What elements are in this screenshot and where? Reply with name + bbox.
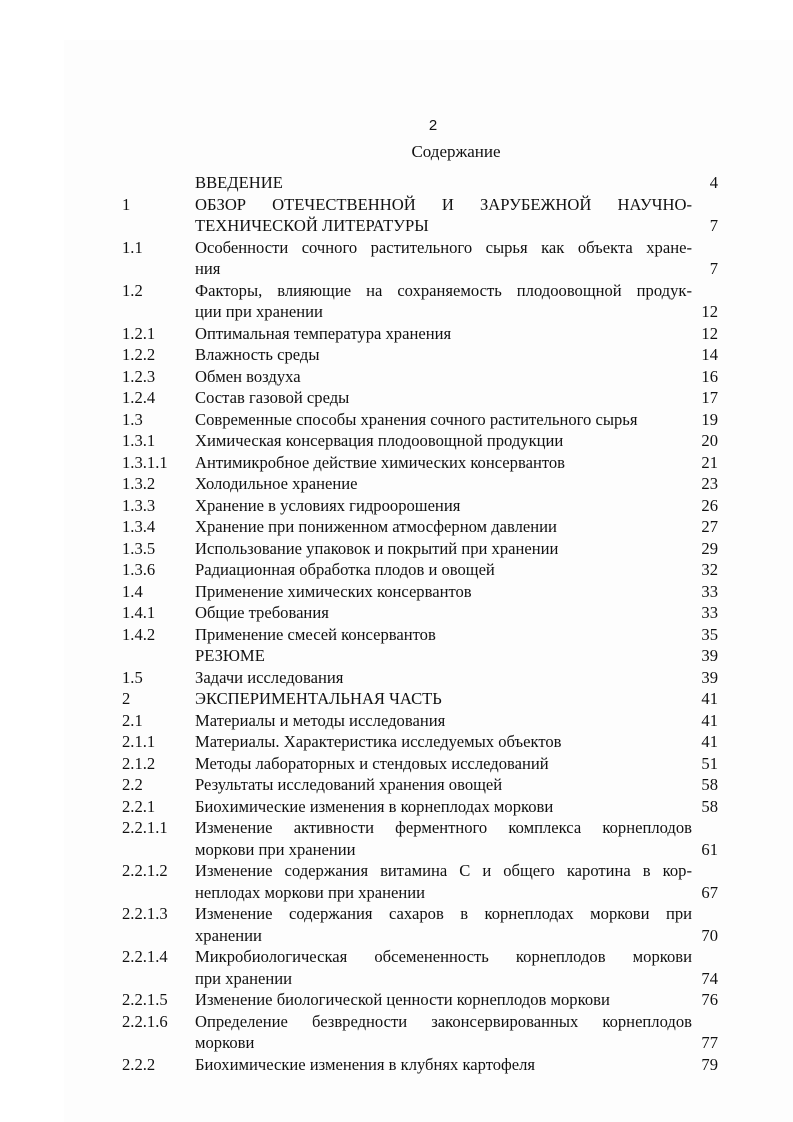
toc-title-line: Применение смесей консервантов <box>195 624 436 644</box>
toc-section-title <box>195 645 692 667</box>
toc-section-title <box>195 495 692 517</box>
toc-title-line: при хранении <box>195 968 293 988</box>
toc-entry <box>122 409 718 431</box>
toc-entry <box>122 624 718 646</box>
toc-title-line: Изменение содержания витамина С и общего каротина в кор- <box>195 861 692 880</box>
toc-page-number: 41 <box>701 689 718 708</box>
toc-title-line: Хранение в условиях гидроорошения <box>195 495 461 515</box>
table-of-contents <box>122 172 718 1075</box>
toc-entry <box>122 495 718 517</box>
toc-section-number: 2 <box>122 689 131 708</box>
toc-section-number: 1.4.2 <box>122 624 156 644</box>
toc-section-title <box>195 280 692 323</box>
toc-entry <box>122 989 718 1011</box>
toc-page-number: 77 <box>701 1033 718 1052</box>
toc-title-line: Холодильное хранение <box>195 474 358 493</box>
toc-title-line: Биохимические изменения в корнеплодах моркови <box>195 796 554 816</box>
toc-section-title <box>195 581 692 603</box>
toc-entry <box>122 559 718 581</box>
toc-page-number: 16 <box>701 366 718 386</box>
toc-page-number: 61 <box>701 839 718 859</box>
toc-entry <box>122 645 718 667</box>
toc-section-number: 1.5 <box>122 667 143 687</box>
toc-title-line: ВВЕДЕНИЕ <box>195 173 283 192</box>
toc-section-number: 1.2.3 <box>122 366 156 386</box>
toc-section-title <box>195 452 692 474</box>
toc-title-line: моркови при хранении <box>195 839 356 859</box>
toc-entry <box>122 387 718 409</box>
toc-page-number: 51 <box>701 753 718 773</box>
toc-title-line: Определение безвредности законсервированных корнеплодов <box>195 1011 692 1031</box>
toc-page-number: 26 <box>701 495 718 515</box>
toc-section-title <box>195 559 692 581</box>
toc-entry <box>122 581 718 603</box>
toc-title-line: Химическая консервация плодоовощной продукции <box>195 431 564 450</box>
toc-title-line: ОБЗОР ОТЕЧЕСТВЕННОЙ И ЗАРУБЕЖНОЙ НАУЧНО- <box>195 194 692 214</box>
toc-section-number: 1.3.2 <box>122 474 156 493</box>
toc-section-number: 1.1 <box>122 237 143 257</box>
toc-page-number: 32 <box>701 560 718 579</box>
toc-entry <box>122 237 718 280</box>
toc-section-title <box>195 430 692 452</box>
toc-title-line: Состав газовой среды <box>195 388 350 407</box>
toc-page-number: 41 <box>701 732 718 751</box>
toc-title-line: Микробиологическая обсемененность корнеплодов моркови <box>195 947 692 966</box>
toc-section-number: 1.3.1.1 <box>122 452 168 472</box>
toc-section-title <box>195 602 692 624</box>
toc-entry <box>122 688 718 710</box>
toc-section-number: 1.3.5 <box>122 538 156 558</box>
toc-entry <box>122 473 718 495</box>
toc-title-line: Особенности сочного растительного сырья как объекта хране- <box>195 237 692 257</box>
toc-title-line: Задачи исследования <box>195 667 344 687</box>
page-number: 2 <box>428 117 438 134</box>
toc-title-line: Изменение содержания сахаров в корнеплодах моркови при <box>195 904 692 923</box>
toc-section-number: 1.3.3 <box>122 495 156 515</box>
toc-entry <box>122 1054 718 1076</box>
toc-page-number: 23 <box>701 474 718 493</box>
toc-page-number: 35 <box>701 624 718 644</box>
toc-entry <box>122 516 718 538</box>
toc-section-number: 1.3.4 <box>122 517 156 536</box>
toc-entry <box>122 774 718 796</box>
toc-section-title <box>195 237 692 280</box>
toc-page-number: 58 <box>701 796 718 816</box>
toc-title-line: Методы лабораторных и стендовых исследований <box>195 753 549 773</box>
toc-page-number: 33 <box>701 603 718 622</box>
toc-title-line: Общие требования <box>195 603 329 622</box>
toc-title-line: моркови <box>195 1033 255 1052</box>
toc-entry <box>122 280 718 323</box>
toc-section-title <box>195 538 692 560</box>
toc-section-number: 1.2.4 <box>122 388 156 407</box>
toc-section-title <box>195 667 692 689</box>
toc-section-number: 1.2.1 <box>122 323 156 343</box>
toc-section-title <box>195 1011 692 1054</box>
toc-entry <box>122 860 718 903</box>
toc-section-title <box>195 989 692 1011</box>
toc-page-number: 7 <box>709 216 718 235</box>
toc-page-number: 39 <box>701 646 718 665</box>
toc-entry <box>122 194 718 237</box>
toc-section-title <box>195 473 692 495</box>
toc-section-title <box>195 624 692 646</box>
toc-entry <box>122 323 718 345</box>
toc-page-number: 67 <box>701 882 718 902</box>
toc-page-number: 12 <box>701 302 718 321</box>
toc-title-line: Биохимические изменения в клубнях картофеля <box>195 1054 536 1074</box>
toc-title-line: Изменение биологической ценности корнеплодов моркови <box>195 990 610 1009</box>
toc-section-title <box>195 516 692 538</box>
toc-title-line: ния <box>195 259 221 278</box>
toc-title-line: ЭКСПЕРИМЕНТАЛЬНАЯ ЧАСТЬ <box>195 689 442 708</box>
toc-section-title <box>195 194 692 237</box>
toc-entry <box>122 538 718 560</box>
toc-title-line: Факторы, влияющие на сохраняемость плодоовощной продук- <box>195 280 692 300</box>
toc-section-title <box>195 903 692 946</box>
toc-title-line: Оптимальная температура хранения <box>195 323 452 343</box>
toc-entry <box>122 710 718 732</box>
toc-section-title <box>195 860 692 903</box>
toc-section-number: 1.2.2 <box>122 345 156 364</box>
toc-title-line: Материалы. Характеристика исследуемых объектов <box>195 732 562 751</box>
toc-title-line: Антимикробное действие химических консервантов <box>195 452 565 472</box>
toc-section-number: 2.1 <box>122 710 143 730</box>
toc-entry <box>122 753 718 775</box>
toc-entry <box>122 366 718 388</box>
toc-title-line: Влажность среды <box>195 345 320 364</box>
toc-section-number: 1.4 <box>122 581 143 601</box>
toc-page-number: 20 <box>701 431 718 450</box>
toc-section-number: 2.2 <box>122 775 143 794</box>
toc-section-title <box>195 688 692 710</box>
toc-section-title <box>195 710 692 732</box>
toc-title-line: Применение химических консервантов <box>195 581 472 601</box>
toc-section-title <box>195 323 692 345</box>
toc-page-number: 7 <box>709 259 718 278</box>
toc-title-line: хранении <box>195 925 262 945</box>
toc-entry <box>122 817 718 860</box>
toc-title-line: неплодах моркови при хранении <box>195 882 426 902</box>
toc-entry <box>122 602 718 624</box>
toc-section-number: 2.1.2 <box>122 753 156 773</box>
toc-page-number: 41 <box>701 710 718 730</box>
toc-page-number: 12 <box>701 323 718 343</box>
toc-title-line: Изменение активности ферментного комплекса корнеплодов <box>195 818 692 837</box>
toc-section-title <box>195 409 692 431</box>
toc-section-number: 2.2.1.1 <box>122 818 168 837</box>
toc-section-title <box>195 1054 692 1076</box>
toc-section-title <box>195 796 692 818</box>
toc-section-number: 2.2.1.2 <box>122 861 168 880</box>
toc-section-title <box>195 366 692 388</box>
toc-section-title <box>195 344 692 366</box>
toc-page-number: 39 <box>701 667 718 687</box>
toc-title-line: Современные способы хранения сочного растительного сырья <box>195 409 638 429</box>
toc-page-number: 74 <box>701 968 718 988</box>
toc-section-number: 2.2.1 <box>122 796 156 816</box>
toc-section-title <box>195 731 692 753</box>
toc-section-number: 2.2.1.6 <box>122 1011 168 1031</box>
toc-section-title <box>195 753 692 775</box>
toc-entry <box>122 731 718 753</box>
toc-section-title <box>195 817 692 860</box>
toc-section-title <box>195 774 692 796</box>
toc-section-number: 2.2.1.3 <box>122 904 168 923</box>
toc-page-number: 33 <box>701 581 718 601</box>
toc-entry <box>122 796 718 818</box>
page-title: Содержание <box>411 142 501 161</box>
toc-entry <box>122 946 718 989</box>
toc-section-number: 1.3.6 <box>122 560 156 579</box>
toc-section-number: 2.2.1.5 <box>122 990 168 1009</box>
toc-section-number: 1 <box>122 194 131 214</box>
toc-page-number: 70 <box>701 925 718 945</box>
toc-entry <box>122 1011 718 1054</box>
toc-title-line: Хранение при пониженном атмосферном давлении <box>195 517 557 536</box>
toc-page-number: 4 <box>709 173 718 192</box>
toc-title-line: Использование упаковок и покрытий при хранении <box>195 538 559 558</box>
toc-page-number: 17 <box>701 388 718 407</box>
toc-section-number: 2.2.1.4 <box>122 947 168 966</box>
toc-entry <box>122 344 718 366</box>
toc-section-title <box>195 387 692 409</box>
toc-title-line: Обмен воздуха <box>195 366 301 386</box>
toc-section-title <box>195 946 692 989</box>
toc-page-number: 79 <box>701 1054 718 1074</box>
toc-page-number: 58 <box>701 775 718 794</box>
toc-entry <box>122 172 718 194</box>
toc-page-number: 29 <box>701 538 718 558</box>
toc-section-number: 1.4.1 <box>122 603 156 622</box>
toc-page-number: 19 <box>701 409 718 429</box>
toc-title-line: Радиационная обработка плодов и овощей <box>195 560 495 579</box>
toc-page-number: 21 <box>701 452 718 472</box>
toc-title-line: ции при хранении <box>195 302 323 321</box>
toc-page-number: 76 <box>701 990 718 1009</box>
toc-section-number: 1.2 <box>122 280 143 300</box>
toc-entry <box>122 903 718 946</box>
toc-title-line: ТЕХНИЧЕСКОЙ ЛИТЕРАТУРЫ <box>195 216 429 235</box>
toc-title-line: Результаты исследований хранения овощей <box>195 775 503 794</box>
toc-section-number: 2.1.1 <box>122 732 156 751</box>
toc-section-number: 2.2.2 <box>122 1054 156 1074</box>
toc-section-number: 1.3 <box>122 409 143 429</box>
toc-entry <box>122 452 718 474</box>
toc-section-number: 1.3.1 <box>122 431 156 450</box>
toc-page-number: 14 <box>701 345 718 364</box>
toc-entry <box>122 430 718 452</box>
toc-page-number: 27 <box>701 517 718 536</box>
toc-title-line: РЕЗЮМЕ <box>195 646 265 665</box>
toc-entry <box>122 667 718 689</box>
toc-title-line: Материалы и методы исследования <box>195 710 446 730</box>
toc-section-title <box>195 172 692 194</box>
